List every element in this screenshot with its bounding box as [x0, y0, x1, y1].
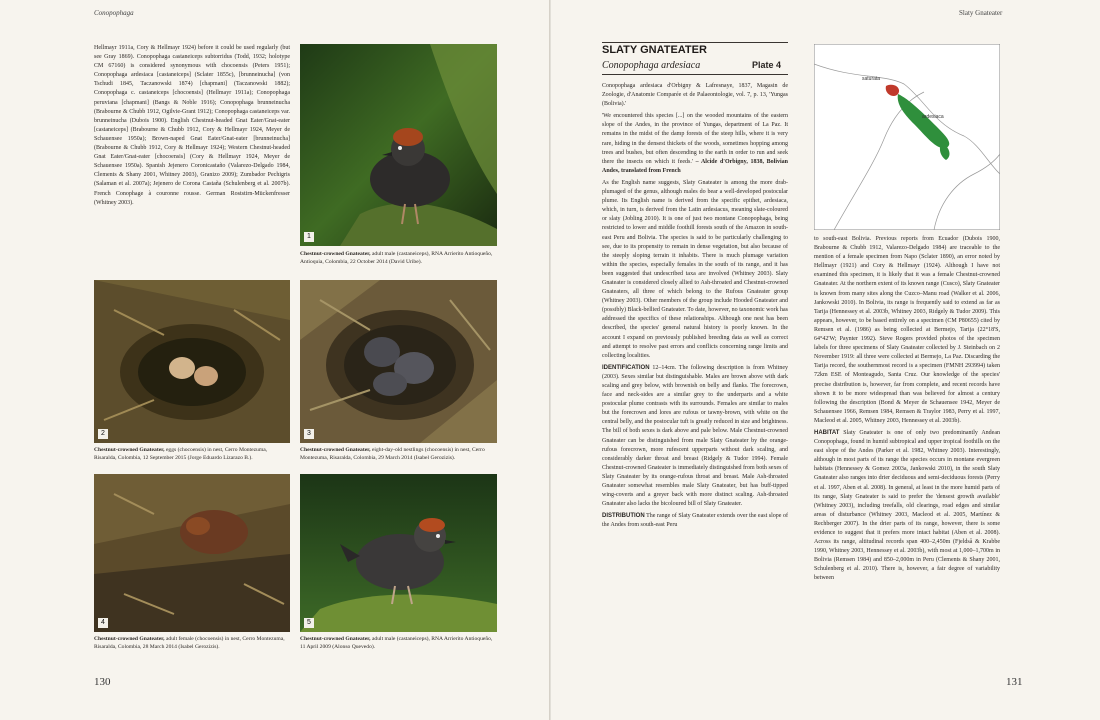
habitat-text: Slaty Gnateater is one of only two predominantly Andean Conopophaga, found in humid subtropical and upper tropical foothills on the east slope of the Andes (Parker et al. 1982, Whitney 2003). Interestingly, although in most parts of its range the species occurs in montane evergreen habitats (Hennessey & Gomez 2003a, Jankowski 2010), in the south Slaty Gnateater also ranges into drier deciduous and semi-deciduous forests (Perry et al. 1997, Aben et al. 2008). In general, at least in the more humid parts of its range, Slaty Gnateater is said to prefer the 'densest growth available' (Whitney 2003), including treefalls, old clearings, road edges and similar areas of disturbance (Whitney 2003, Macleod et al. 2005, Martínez & Rechberger 2007). In the drier parts of its range, however, there is some evidence to suggest that it prefers more intact habitat (Aben et al. 2008). Across its range, altitudinal records span 400–2,450m (Fjeldså & Krabbe 1990, Whitney 2003, Hennessey et al. 2003b), with most at 1,000–1,700m in Bolivia (Remsen 1984) and 850–2,000m in Peru (Clements & Shany 2001, Schulenberg et al. 2010). There is, however, a fair degree of variability between: [814, 429, 1000, 582]
caption-2-text: eggs (chocoensis) in nest, Cerro Montezuma, Risaralda, Colombia, 12 September 2015 (Jorge Eduardo Lizarazo B.).: [94, 447, 268, 461]
habitat: [814, 429, 1000, 584]
photo-1: [300, 44, 497, 246]
habitat-heading: HABITAT: [814, 429, 840, 436]
quote-attribution: – Alcide d'Orbigny, 1838, Bolivian Andes, translated from French: [602, 158, 789, 174]
photo-3: [300, 280, 497, 443]
caption-5-bold: Chestnut-crowned Gnateater,: [300, 636, 371, 642]
text-column-1: [602, 82, 788, 534]
text-column-2: [814, 235, 1000, 587]
photo-4: [94, 474, 290, 632]
caption-3-text: eight-day-old nestlings (chocoensis) in nest, Cerro Montezuma, Risaralda, Colombia, 29 March 2014 (Isabel Gerozizis).: [300, 447, 485, 461]
quote-text: 'We encountered this species [...] on the wooded mountains of the eastern slope of the Andes, in the province of Yungas, department of La Paz. It remains in the midst of the damp forests of the steep hills, where it is very rare, hiding in the densest thickets of the woods, sometimes hopping among trees and bushes, but often descending to the earth in order to run and seek there the insects on which it feeds.': [602, 113, 788, 165]
caption-1-text: adult male (castaneiceps), RNA Arrierito Antioqueño, Antioquia, Colombia, 22 October 2014 (David Uribe).: [300, 251, 493, 265]
caption-4-text: adult female (chocoensis) in nest, Cerro Montezuma, Risaralda, Colombia, 28 March 2014 (Isabel Gerozizis).: [94, 636, 285, 650]
caption-1: [300, 250, 497, 266]
photo-number-5: 5: [304, 618, 314, 628]
map-label-saturata: saturata: [862, 76, 881, 82]
left-page: [0, 0, 549, 720]
photo-number-2: 2: [98, 429, 108, 439]
distribution: [602, 512, 788, 530]
caption-3-bold: Chestnut-crowned Gnateater,: [300, 447, 371, 453]
page-number-left: 130: [94, 676, 111, 688]
caption-5: [300, 635, 497, 651]
running-head-left: Conopophaga: [94, 9, 134, 17]
caption-2: [94, 446, 290, 462]
distribution-heading: DISTRIBUTION: [602, 513, 645, 520]
map-label-ardesiaca: ardesiaca: [922, 114, 944, 120]
photo-number-4: 4: [98, 618, 108, 628]
scientific-name: Conopophaga ardesiaca: [602, 60, 701, 71]
distribution-map: [814, 44, 1000, 230]
running-head-right: Slaty Gnateater: [959, 9, 1003, 17]
original-description: Conopophaga ardesiaca d'Orbigny & Lafresnaye, 1837, Magasin de Zoologie, d'Anatomie Comparée et de Palaeontologie, vol. 7, p. 13, 'Yungas (Bolivia).': [602, 83, 788, 108]
intro-text: As the English name suggests, Slaty Gnateater is among the more drab-plumaged of the genus, although males do bear a well-developed postocular plume. Its English name is derived from the specific epithet, ardesiaca, which, in turn, is derived from the Latin ardesiacus, meaning slate-coloured or slaty (Jobling 2010). It is one of just two montane Conopophaga, being restricted to lower and middle foothill forests south of the Amazon in south-east Peru and Bolivia. The species is said to be particularly challenging to see, due to its propensity to remain in dense vegetation, but also because of the steeply sloping terrain it inhabits. There is much plumage variation within the species, especially females in the south of its range, and it has been suggested that undescribed taxa are involved (Whitney 2003). Slaty Gnateater is considered closely allied to Ash-throated and Chestnut-crowned Gnateaters, all three of which belong to the Rufous Gnateater group (Whitney 2003). Other members of the group include Hooded Gnateater and (possibly) Black-bellied Gnateater. To date, however, no taxonomic work has addressed the specifics of these relationships. Although one nest has been described, the species' general natural history is poorly known. In the account I expand on previously published breeding data as well as correct and attempt to resolve past errors and conflicts concerning range limits and collecting localities.: [602, 179, 788, 359]
distribution-text: The range of Slaty Gnateater extends over the east slope of the Andes from south-east Peru: [602, 513, 788, 529]
synonymy-text: Hellmayr 1911a, Cory & Hellmayr 1924) before it could be used regularly (but see Gray 1869). Conopophaga castaneiceps subtorridus (Todd, 1932; holotype CM 67160) is considered synonymous with chocoensis (Peters 1951); Conopophaga ardesiaca [castaneiceps] (Sclater 1855c), [brunneinucha] (von Tschudi 1845, Taczanowski 1874) [chapmani] (Taczanowski 1882); Conopophaga c. castaneiceps [chocoensis] (Hellmayr 1911a); Conopophaga peruviana [chapmani] (Bangs & Noble 1916); Conopophaga brunneinucha (Brabourne & Chubb 1912, Ogilvie-Grant 1912); Conopophaga castaneiceps var. brunneinucha (Dubois 1900). English Chestnut-headed Gnat Eater/Gnat-eater [castaneiceps] (Brabourne & Chubb 1912, Cory & Hellmayr 1924, Meyer de Schauensee 1950a); Brown-naped Gnat Eater/Gnat-eater [brunneinucha] (Brabourne & Chubb 1912, Cory & Hellmayr 1924); Western Chestnut-headed Gnat Eater/Gnat-eater [chocoensis] (Cory & Hellmayr 1924, Meyer de Schauensee 1950a). Spanish Jejenero Coronicastaño (Valarezo-Delgado 1984, Clements & Shany 2001, Whitney 2003), Granizo 2009); Zumbador Pechigris (Salaman et al. 2007a); Jejenero de Corona Castaña (Schulenberg et al. 2007b). French Conophage à couronne rousse. German Roststirn-Mückenfresser (Whitney 2003).: [94, 45, 290, 206]
caption-1-bold: Chestnut-crowned Gnateater,: [300, 251, 371, 257]
title-rule-top: [602, 42, 788, 43]
photo-5: [300, 474, 497, 632]
plate-label: Plate 4: [752, 60, 782, 70]
caption-3: [300, 446, 497, 462]
distribution-continued: to south-east Bolivia. Previous reports from Ecuador (Dubois 1900, Brabourne & Chubb 1912, Valarezo-Delgado 1984) are traceable to the mention of a female specimen from Napo (Sclater 1890), an error noted by Hellmayr (1921) and Cory & Hellmayr (1924). Although I have not examined this specimen, it is likely that it was a female Chestnut-crowned Gnateater. At the northern extent of its known range (Cusco), Slaty Gnateater is known from many sites along the Cuzco–Manu road (Walker et al. 2006, Jankowski 2010). In Bolivia, its range is frequently said to extend as far as Tarija (Hennessey et al. 2003b, Whitney 2003, Ridgely & Tudor 2009). This appears, however, to be based entirely on a specimen (CM P80655) cited by Remsen et al. (1986) as being collected at Bermejo, Tarija (22°18'S, 64°42'W; Paynter 1992). Steve Rogers provided photos of the specimen labels for three specimens of Slaty Gnateater collected by J. Steinbach on 2 November 1919: all three were collected at Bermejo, La Paz. Discarding the Tarija record, the southernmost record is a specimen (FMNH 293994) taken 72km ESE of Monteagudo, Santa Cruz. Our knowledge of the species' precise distribution is, however, far from complete, and recent records have shown it to be more widespread than was believed for almost a century following the description (Bond & Meyer de Schauensee 1942, Meyer de Schauensee 1966, Remsen 1984, Remsen & Traylor 1983, Perry et al. 1997, Macleod et al. 2005, Whitney 2003, Hennessey et al. 2003b).: [814, 236, 1000, 424]
identification: [602, 364, 788, 510]
identification-text: 12–14cm. The following description is from Whitney (2003). Sexes similar but distinguishable. Males are brown above with dark scaling and grey below, with brownish on belly and flanks. The forecrown, face and neck-sides are a similar grey to the underparts and a white postocular plume contrasts with its surrounds. Females are similar to males but the forecrown and lores are rufous or tawny-brown, with white on the central belly, and the postocular tuft is greatly reduced in size and brightness. The bill of both sexes is dark above and pale below. Male Chestnut-crowned Gnateater can be distinguished from male Slaty Gnateater by the orange-rufous forecrown, more rufescent upperparts without dark scaling, and considerably darker throat and breast (Ridgely & Tudor 1994). Female Chestnut-crowned Gnateater is immediately distinguished from both sexes of Slaty Gnateater by its orange-rufous throat and breast. Male Ash-throated Gnateater somewhat resembles male Slaty Gnateater, but has buff-tipped wing-coverts and a greyer back with more distinct scaling. Ash-throated Gnateater also lacks the bicoloured bill of Slaty Gnateater.: [602, 364, 789, 508]
caption-2-bold: Chestnut-crowned Gnateater,: [94, 447, 165, 453]
caption-5-text: adult male (castaneiceps), RNA Arrierito Antioqueño, 11 April 2009 (Alonso Quevedo).: [300, 636, 493, 650]
caption-4-bold: Chestnut-crowned Gnateater,: [94, 636, 165, 642]
quote: [602, 112, 788, 176]
photo-number-1: 1: [304, 232, 314, 242]
caption-4: [94, 635, 290, 651]
species-title: SLATY GNATEATER: [602, 44, 707, 56]
page-number-right: 131: [1006, 676, 1023, 688]
title-rule-bottom: [602, 74, 788, 75]
photo-2: [94, 280, 290, 443]
identification-heading: IDENTIFICATION: [602, 364, 650, 371]
photo-number-3: 3: [304, 429, 314, 439]
